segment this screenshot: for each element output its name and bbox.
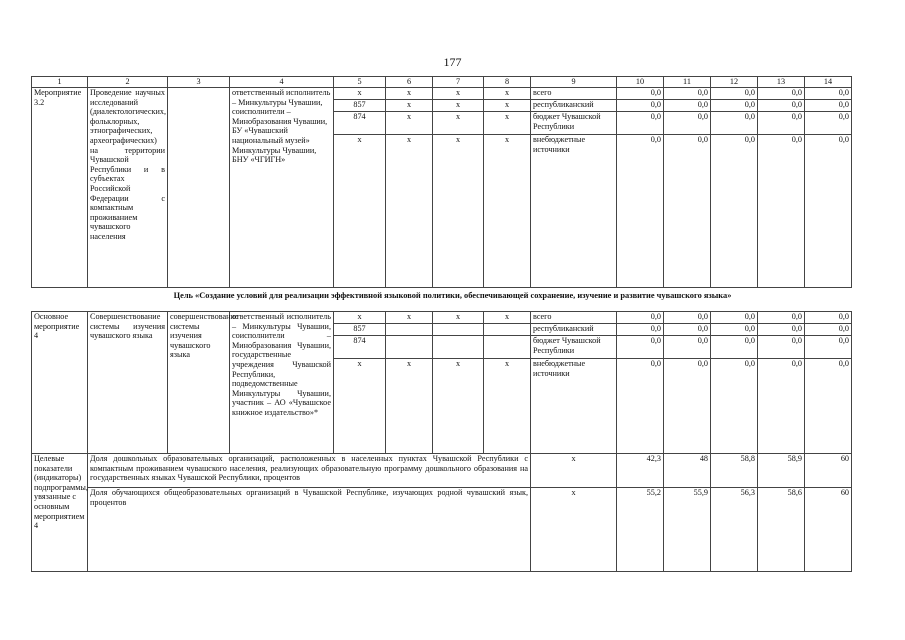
header-row xyxy=(32,77,852,88)
header-col-5: 5 xyxy=(334,77,386,88)
target-indicator-2-col14: 60 xyxy=(805,488,852,572)
measure-3-2-row xyxy=(32,88,852,288)
target-indicator-2-col9: x xyxy=(531,488,617,572)
measure-3-2-col3 xyxy=(168,88,230,288)
main-measure-4-executors: ответственный исполнитель – Минкультуры Чувашии, соисполнители – Минобразования Чувашии, государственные учреждения Чувашской Республики, подведомственные Минкультуры Чувашии, участник – АО «Чувашское книжное издательство»* xyxy=(230,312,334,454)
main-measure-4-funding-source: всего республиканский бюджет Чувашской Республики внебюджетные источники xyxy=(531,312,617,454)
main-measure-4-row xyxy=(32,312,852,454)
header-col-8: 8 xyxy=(484,77,531,88)
header-col-6: 6 xyxy=(386,77,433,88)
target-indicator-1-text: Доля дошкольных образовательных организаций, расположенных в населенных пунктах Чувашской Республики с компактным проживанием чувашского населения, реализующих образовательную программу дошкольного образования на государственных языках Чувашской Республики, процентов xyxy=(88,454,531,488)
measure-3-2-col5: x 857 874 x xyxy=(334,88,386,288)
header-col-10: 10 xyxy=(617,77,664,88)
main-measure-4-col10: 0,0 0,0 0,0 0,0 xyxy=(617,312,664,454)
page-number: 177 xyxy=(443,55,462,69)
measure-3-2-col13: 0,0 0,0 0,0 0,0 xyxy=(758,88,805,288)
header-col-9: 9 xyxy=(531,77,617,88)
target-indicator-2-col11: 55,9 xyxy=(664,488,711,572)
main-measure-4-col13: 0,0 0,0 0,0 0,0 xyxy=(758,312,805,454)
header-col-2: 2 xyxy=(88,77,168,88)
header-col-4: 4 xyxy=(230,77,334,88)
measure-3-2-funding-source: всего республиканский бюджет Чувашской Республики внебюджетные источники xyxy=(531,88,617,288)
main-measure-4-col12: 0,0 0,0 0,0 0,0 xyxy=(711,312,758,454)
header-col-13: 13 xyxy=(758,77,805,88)
main-measure-4-col11: 0,0 0,0 0,0 0,0 xyxy=(664,312,711,454)
main-measure-4-description: Совершенствование системы изучения чувашского языка xyxy=(88,312,168,454)
measure-3-2-col7: x x x x xyxy=(433,88,484,288)
main-measure-4-goal: совершенствование системы изучения чувашского языка xyxy=(168,312,230,454)
goal-heading: Цель «Создание условий для реализации эффективной языковой политики, обеспечивающей сохранение, изучение и развитие чувашского языка» xyxy=(173,291,732,300)
measure-3-2-executors: ответственный исполнитель – Минкультуры Чувашии, соисполнители – Минобразования Чувашии, БУ «Чувашский национальный музей» Минкультуры Чувашии, БНУ «ЧГИГН» xyxy=(230,88,334,288)
target-indicators-label: Целевые показатели (индикаторы) подпрограммы, увязанные с основным мероприятием 4 xyxy=(32,454,88,572)
header-col-14: 14 xyxy=(805,77,852,88)
program-table-bottom xyxy=(31,311,852,572)
target-indicator-row-2 xyxy=(32,488,852,572)
header-col-7: 7 xyxy=(433,77,484,88)
target-indicator-1-col10: 42,3 xyxy=(617,454,664,488)
target-indicator-row-1 xyxy=(32,454,852,488)
measure-3-2-col11: 0,0 0,0 0,0 0,0 xyxy=(664,88,711,288)
target-indicator-1-col9: x xyxy=(531,454,617,488)
measure-3-2-description: Проведение научных исследований (диалектологических, фольклорных, этнографических, археографических) на территории Чувашской Республики и в субъектах Российской Федерации с компактным проживанием чувашского населения xyxy=(88,88,168,288)
measure-3-2-col6: x x x x xyxy=(386,88,433,288)
measure-3-2-col8: x x x x xyxy=(484,88,531,288)
main-measure-4-col6: x x xyxy=(386,312,433,454)
header-col-12: 12 xyxy=(711,77,758,88)
main-measure-4-col7: x x xyxy=(433,312,484,454)
main-measure-4-title: Основное мероприятие 4 xyxy=(32,312,88,454)
measure-3-2-col12: 0,0 0,0 0,0 0,0 xyxy=(711,88,758,288)
target-indicator-2-col10: 55,2 xyxy=(617,488,664,572)
measure-3-2-col14: 0,0 0,0 0,0 0,0 xyxy=(805,88,852,288)
target-indicator-1-col11: 48 xyxy=(664,454,711,488)
header-col-3: 3 xyxy=(168,77,230,88)
target-indicator-2-text: Доля обучающихся общеобразовательных организаций в Чувашской Республике, изучающих родной чувашский язык, процентов xyxy=(88,488,531,572)
measure-3-2-title: Мероприятие 3.2 xyxy=(32,88,88,288)
measure-3-2-col10: 0,0 0,0 0,0 0,0 xyxy=(617,88,664,288)
target-indicator-2-col13: 58,6 xyxy=(758,488,805,572)
target-indicator-1-col13: 58,9 xyxy=(758,454,805,488)
program-table-top xyxy=(31,76,852,288)
target-indicator-1-col14: 60 xyxy=(805,454,852,488)
header-col-11: 11 xyxy=(664,77,711,88)
target-indicator-2-col12: 56,3 xyxy=(711,488,758,572)
main-measure-4-col14: 0,0 0,0 0,0 0,0 xyxy=(805,312,852,454)
target-indicator-1-col12: 58,8 xyxy=(711,454,758,488)
header-col-1: 1 xyxy=(32,77,88,88)
main-measure-4-col5: x 857 874 x xyxy=(334,312,386,454)
main-measure-4-col8: x x xyxy=(484,312,531,454)
